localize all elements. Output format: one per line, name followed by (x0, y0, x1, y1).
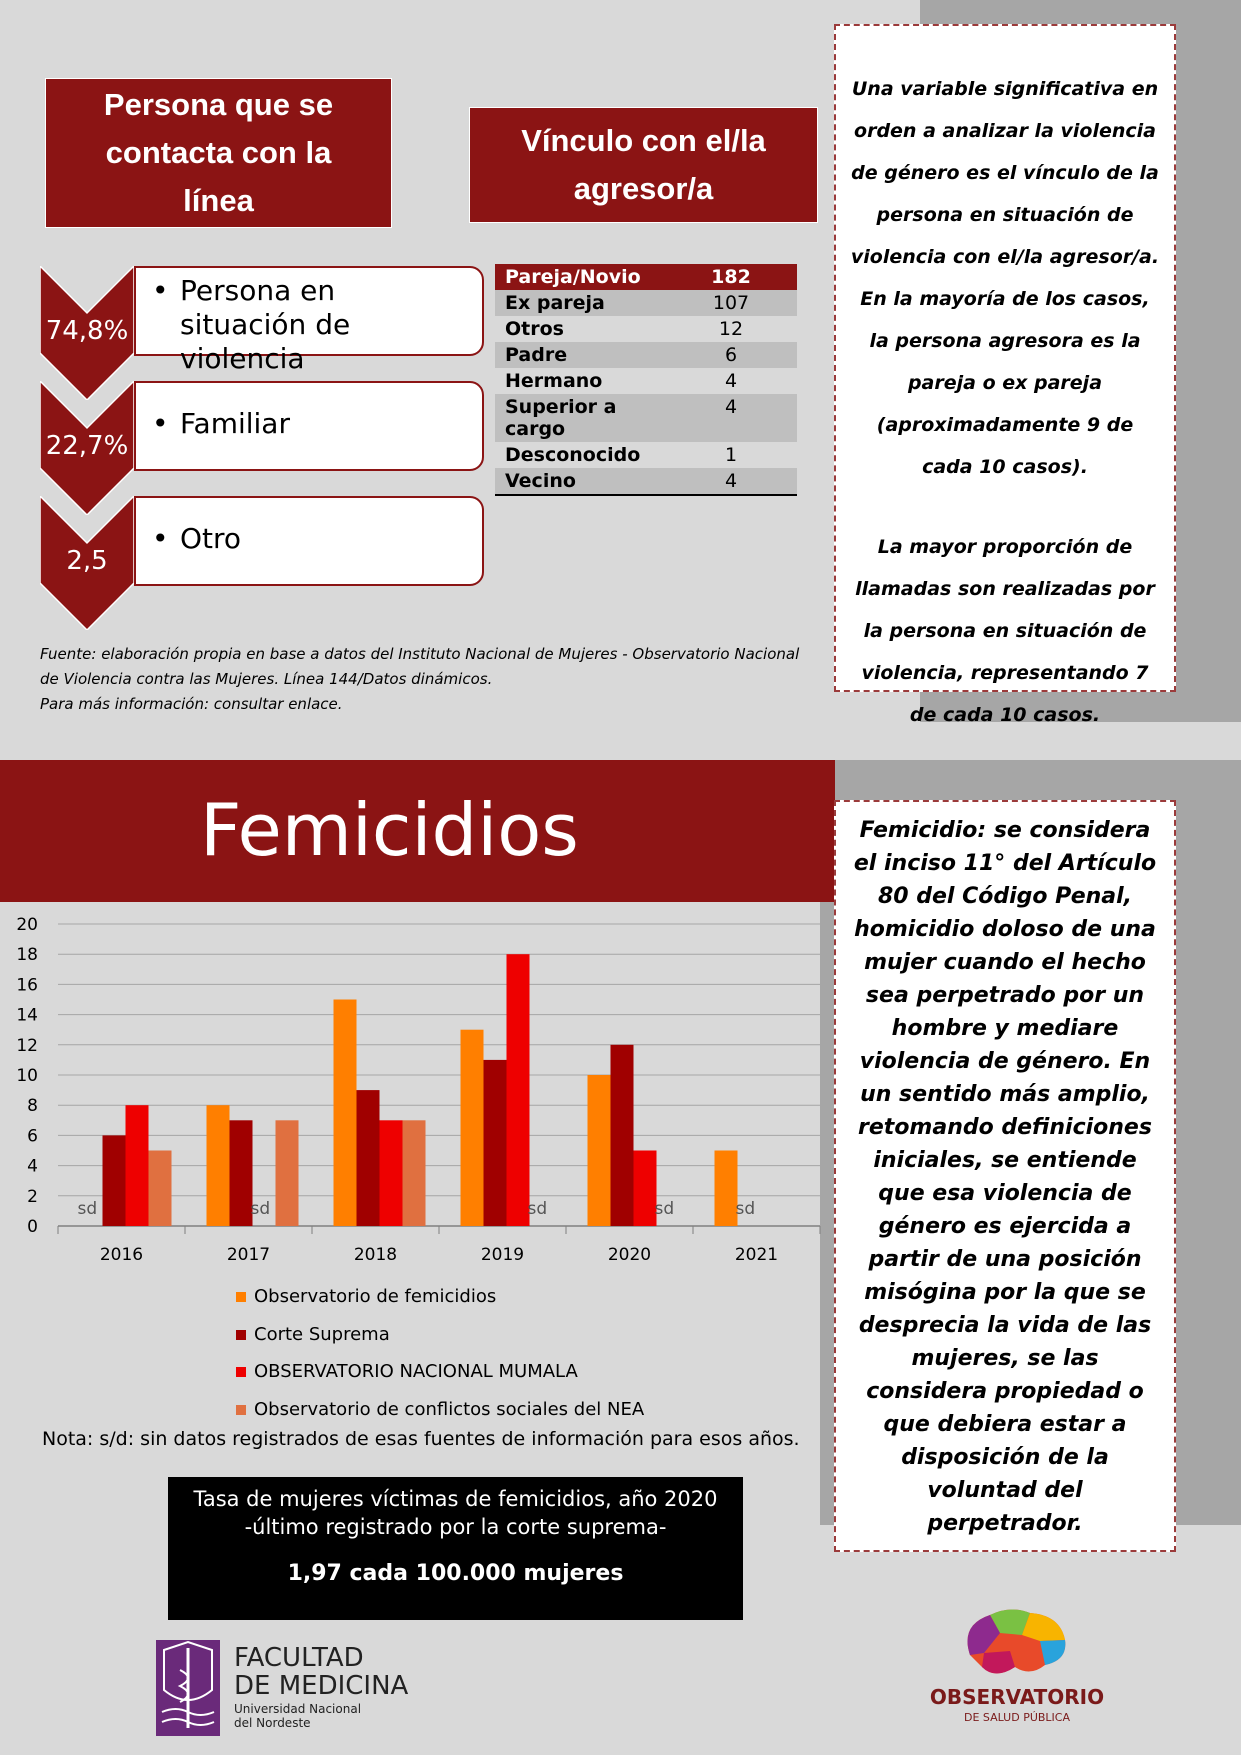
vinculo-label: Superior a cargo (505, 396, 617, 440)
facultad-line1: FACULTAD (234, 1643, 364, 1673)
x-tick-label: 2018 (353, 1245, 398, 1265)
legend-swatch-4 (236, 1405, 246, 1415)
legend-label-1: Observatorio de femicidios (254, 1286, 497, 1307)
contacto-item-1: • Persona en situación de violencia (134, 266, 484, 356)
bar (588, 1075, 611, 1226)
bar (484, 1060, 507, 1226)
y-tick-label: 2 (27, 1186, 38, 1207)
y-tick-label: 18 (16, 945, 38, 966)
legend-swatch-3 (236, 1367, 246, 1377)
contacto-item-3-label: Otro (180, 522, 242, 555)
tasa-value: 1,97 cada 100.000 mujeres (287, 1561, 624, 1586)
y-tick-label: 4 (27, 1156, 38, 1177)
y-tick-label: 8 (27, 1096, 38, 1117)
definicion-box (834, 800, 1176, 1552)
vinculo-label: Desconocido (505, 444, 641, 466)
vinculo-row (495, 316, 797, 342)
vinculo-label: Otros (505, 318, 564, 340)
vinculo-row (495, 442, 797, 468)
fuente-line2: Para más información: consultar enlace. (40, 695, 343, 713)
bar (380, 1120, 403, 1226)
fuente-line1: Fuente: elaboración propia en base a datos del Instituto Nacional de Mujeres - Observatorio Nacional de Violencia contra las Mujeres. Línea 144/Datos dinámicos. (40, 645, 800, 688)
bar (276, 1120, 299, 1226)
vinculo-value: 4 (724, 370, 738, 392)
x-tick-label: 2020 (607, 1245, 652, 1265)
chevron-1 (40, 266, 134, 400)
bar (507, 954, 530, 1226)
x-tick-label: 2021 (734, 1245, 779, 1265)
vinculo-table (495, 264, 797, 496)
bar (403, 1120, 426, 1226)
vinculo-row (495, 264, 797, 290)
vinculo-title-text: Vínculo con el/la agresor/a (521, 123, 766, 206)
facultad-emblem-icon (156, 1640, 220, 1736)
chevron-2 (40, 381, 134, 515)
chevron-1-pct: 74,8% (45, 316, 129, 346)
bar (715, 1151, 738, 1227)
observatorio-brain-icon (960, 1605, 1070, 1681)
legend-item-2 (236, 1324, 390, 1345)
vinculo-row (495, 290, 797, 316)
bar (357, 1090, 380, 1226)
vinculo-value: 1 (724, 444, 738, 466)
sd-label: sd (654, 1199, 675, 1219)
nota-vinculo-p2: La mayor proporción de llamadas son realizadas por la persona en situación de violencia, representando 7 de cada 10 casos. (855, 536, 1155, 726)
bar (611, 1045, 634, 1226)
vinculo-label: Ex pareja (505, 292, 605, 314)
vinculo-title (470, 108, 817, 222)
vinculo-value: 107 (712, 292, 750, 314)
y-tick-label: 14 (16, 1005, 38, 1026)
tasa-line2: -último registrado por la corte suprema- (244, 1515, 667, 1539)
bar (126, 1105, 149, 1226)
legend-label-4: Observatorio de conflictos sociales del NEA (254, 1399, 645, 1420)
contacto-item-2: • Familiar (134, 381, 484, 471)
bar (461, 1030, 484, 1226)
nota-vinculo-box (834, 24, 1176, 726)
nota-sd: Nota: s/d: sin datos registrados de esas fuentes de información para esos años. (42, 1428, 800, 1450)
vinculo-table-wrap (495, 264, 797, 496)
definicion-text: Femicidio: se considera el inciso 11° del Artículo 80 del Código Penal, homicidio doloso de una mujer cuando el hecho sea perpetrado por un hombre y mediare violencia de género. En un sentido más amplio, retomando definiciones iniciales, se entiende que esa violencia de género es ejercida a partir de una posición misógina por la que se desprecia la vida de las mujeres, se las considera propiedad o que debiera estar a disposición de la voluntad del perpetrador. (853, 818, 1157, 1536)
vinculo-label: Hermano (505, 370, 603, 392)
femicidios-title: Femicidios (200, 788, 579, 872)
vinculo-label: Padre (505, 344, 568, 366)
vinculo-value: 4 (724, 396, 738, 418)
contacto-item-1-label: Persona en situación de violencia (180, 274, 351, 375)
vinculo-value: 4 (724, 470, 738, 492)
bar (334, 1000, 357, 1227)
sd-label: sd (527, 1199, 548, 1219)
y-tick-label: 6 (27, 1126, 38, 1147)
y-tick-label: 20 (16, 915, 38, 935)
facultad-sub2: del Nordeste (234, 1716, 311, 1730)
nota-vinculo-p1: Una variable significativa en orden a analizar la violencia de género es el vínculo de la persona en situación de violencia con el/la agresor/a. En la mayoría de los casos, la persona agresora es la pareja o ex pareja (aproximadamente 9 de cada 10 casos). (850, 78, 1160, 478)
tasa-line1: Tasa de mujeres víctimas de femicidios, año 2020 (193, 1487, 718, 1511)
facultad-line2: DE MEDICINA (234, 1671, 409, 1701)
vinculo-row (495, 394, 797, 442)
femicidios-banner (0, 760, 835, 902)
legend-swatch-1 (236, 1292, 246, 1302)
vinculo-label: Pareja/Novio (505, 266, 641, 288)
contacto-item-3: • Otro (134, 496, 484, 586)
x-tick-label: 2016 (99, 1245, 144, 1265)
femicidios-chart (0, 910, 830, 1265)
vinculo-row (495, 468, 797, 495)
legend-item-1 (236, 1286, 496, 1307)
legend-swatch-2 (236, 1330, 246, 1340)
y-tick-label: 10 (16, 1066, 38, 1086)
sd-label: sd (77, 1199, 98, 1219)
fuente (40, 642, 820, 717)
facultad-logo (156, 1640, 416, 1740)
sd-label: sd (250, 1199, 271, 1219)
vinculo-row (495, 368, 797, 394)
observatorio-logo (905, 1605, 1115, 1725)
y-tick-label: 12 (16, 1035, 38, 1056)
bar (230, 1120, 253, 1226)
sd-label: sd (735, 1199, 756, 1219)
x-tick-label: 2017 (226, 1245, 271, 1265)
vinculo-label: Vecino (505, 470, 576, 492)
legend-label-2: Corte Suprema (254, 1324, 390, 1345)
chevron-2-pct: 22,7% (45, 431, 129, 461)
y-tick-label: 16 (16, 975, 38, 996)
vinculo-value: 182 (711, 266, 751, 288)
y-tick-label: 0 (27, 1217, 38, 1237)
x-tick-label: 2019 (480, 1245, 525, 1265)
contacto-title-text: Persona que se contacta con la línea (103, 87, 334, 218)
bar (207, 1105, 230, 1226)
legend-label-3: OBSERVATORIO NACIONAL MUMALA (254, 1361, 578, 1382)
obs-line2: DE SALUD PÚBLICA (963, 1711, 1071, 1724)
bar (103, 1135, 126, 1226)
tasa-box (168, 1477, 743, 1620)
contacto-item-2-label: Familiar (180, 407, 290, 440)
obs-line1: OBSERVATORIO (929, 1685, 1105, 1709)
vinculo-value: 12 (718, 318, 744, 340)
chevron-3 (40, 496, 134, 630)
bar (149, 1151, 172, 1227)
facultad-sub1: Universidad Nacional (234, 1702, 362, 1716)
vinculo-value: 6 (724, 344, 738, 366)
legend-item-3 (236, 1361, 578, 1382)
bar (634, 1151, 657, 1227)
contacto-title (46, 79, 391, 227)
vinculo-row (495, 342, 797, 368)
chevron-3-pct: 2,5 (66, 546, 108, 576)
legend-item-4 (236, 1399, 644, 1420)
